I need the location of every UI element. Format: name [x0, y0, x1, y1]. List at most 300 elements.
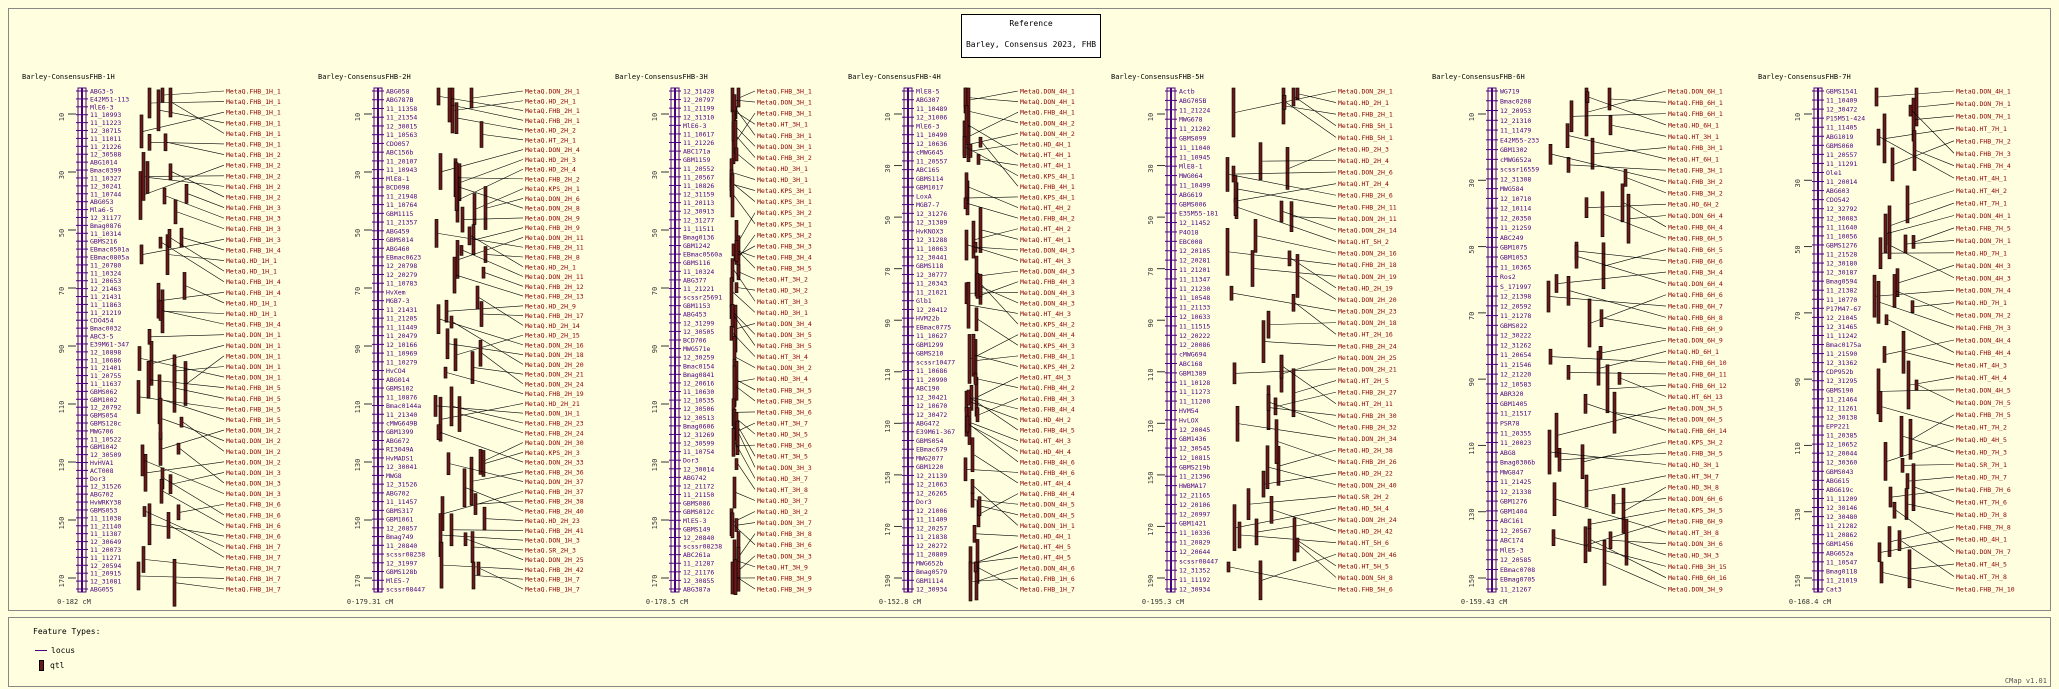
qtl-label: MetaQ.DON_2H_24	[1338, 516, 1397, 525]
qtl-bar	[482, 267, 485, 278]
qtl-label: MetaQ.DON_3H_1	[757, 142, 812, 151]
qtl-label: MetaQ.DON_3H_5	[757, 330, 812, 339]
qtl-label: MetaQ.FHB_1H_4	[226, 246, 281, 255]
locus-label: Bmag0594	[1826, 277, 1858, 286]
locus-label: 11_21226	[90, 142, 122, 151]
qtl-bar	[731, 562, 734, 594]
qtl-bar	[460, 245, 463, 255]
qtl-bar	[1891, 148, 1894, 181]
qtl-bar	[1888, 527, 1891, 557]
qtl-bar	[477, 562, 480, 575]
qtl-connector	[1891, 246, 1954, 278]
qtl-label: MetaQ.FHB_1H_2	[226, 193, 281, 202]
qtl-bar	[1570, 101, 1573, 132]
locus-label: 11_11409	[916, 515, 948, 524]
locus-label: 11_20990	[916, 375, 948, 384]
locus-label: 11_10336	[1179, 529, 1211, 538]
qtl-bar	[160, 479, 163, 503]
qtl-label: MetaQ.FHB_3H_9	[757, 574, 812, 583]
qtl-bar	[480, 302, 483, 327]
locus-label: 12_30472	[1826, 105, 1858, 114]
map-title: Barley-ConsensusFHB-1H	[22, 73, 115, 81]
qtl-connector	[1604, 214, 1666, 238]
map-range: 0-195.3 cM	[1141, 598, 1185, 606]
qtl-bar	[150, 341, 153, 385]
qtl-connector	[1915, 116, 1954, 120]
qtl-bar	[1267, 311, 1270, 338]
locus-label: 12_31177	[90, 213, 122, 222]
locus-label: 11_21401	[90, 364, 122, 373]
qtl-bar	[1902, 331, 1905, 373]
map-title: Barley-ConsensusFHB-4H	[848, 73, 941, 81]
locus-label: 12_31277	[683, 216, 715, 225]
qtl-label: MetaQ.DON_4H_1	[1956, 212, 2011, 220]
locus-label: BCD098	[386, 183, 410, 192]
qtl-connector	[1612, 125, 1666, 136]
qtl-connector	[740, 534, 755, 555]
qtl-label: MetaQ.DON_4H_6	[1020, 564, 1075, 573]
locus-label: ABC156b	[386, 148, 414, 157]
qtl-label: MetaQ.FHB_6H_5	[1668, 234, 1723, 243]
locus-label: 12_10670	[916, 402, 948, 411]
qtl-label: MetaQ.FHB_6H_9	[1668, 517, 1723, 526]
qtl-connector	[971, 426, 1018, 451]
qtl-connector	[982, 230, 1018, 239]
qtl-label: MetaQ.FHB_7H_8	[1956, 523, 2011, 532]
qtl-label: MetaQ.DON_4H_5	[1956, 386, 2011, 395]
qtl-label: MetaQ.SR_7H_1	[1956, 461, 2007, 469]
qtl-connector	[978, 377, 1018, 397]
qtl-bar	[177, 505, 180, 520]
locus-label: Bmag0136	[683, 233, 715, 242]
qtl-connector	[1270, 408, 1336, 416]
qtl-label: MetaQ.FHB_3H_6	[757, 441, 812, 450]
locus-label: scssr10477	[916, 358, 956, 367]
qtl-label: MetaQ.DON_7H_7	[1956, 548, 2011, 557]
qtl-label: MetaQ.FHB_6H_1	[1668, 98, 1723, 107]
qtl-label: MetaQ.FHB_4H_4	[1956, 348, 2011, 357]
locus-label: 12_30913	[683, 207, 715, 216]
qtl-bar	[1884, 214, 1887, 253]
qtl-label: MetaQ.FHB_1H_5	[226, 405, 281, 414]
tick-label: 150	[1468, 574, 1476, 588]
qtl-connector	[973, 398, 1018, 409]
qtl-connector	[442, 403, 523, 419]
locus-label: HvHVA1	[90, 459, 114, 468]
locus-label: 12_10583	[1500, 380, 1532, 389]
qtl-bar	[447, 453, 450, 475]
locus-label: GBMS128b	[386, 568, 418, 577]
qtl-bar	[147, 361, 150, 398]
qtl-label: MetaQ.HD_1H_1	[226, 267, 277, 276]
locus-label: GBMS006	[1179, 200, 1207, 209]
locus-label: 11_21221	[683, 284, 715, 293]
locus-label: 11_10563	[386, 131, 418, 140]
qtl-label: MetaQ.HT_7H_2	[1956, 423, 2007, 432]
qtl-connector	[1912, 111, 1954, 154]
qtl-label: MetaQ.HD_4H_1	[1020, 532, 1071, 541]
locus-label: 11_10489	[916, 104, 948, 113]
locus-label: 11_21546	[1500, 360, 1532, 369]
tick-label: 130	[58, 458, 66, 472]
map-title: Barley-ConsensusFHB-3H	[615, 73, 708, 81]
locus-label: 12_30588	[90, 150, 122, 159]
locus-label: 12_10166	[386, 340, 418, 349]
locus-label: 11_21019	[1826, 576, 1858, 585]
locus-label: 12_11452	[1179, 219, 1211, 228]
qtl-label: MetaQ.FHB_2H_12	[525, 282, 584, 291]
qtl-label: MetaQ.HD_7H_3	[1956, 448, 2007, 457]
locus-label: MlE5-7	[386, 576, 410, 585]
locus-label: Bmag0876	[90, 221, 122, 230]
tick-label: 130	[884, 420, 892, 433]
locus-label: 11_20557	[1826, 150, 1858, 159]
qtl-bar	[1877, 129, 1880, 145]
qtl-label: MetaQ.FHB_6H_9	[1668, 325, 1723, 334]
locus-label: HvMADS1	[386, 454, 414, 463]
qtl-bar	[479, 340, 482, 366]
legend-locus	[35, 646, 75, 655]
tick-label: 150	[354, 516, 362, 530]
locus-label: 12_31526	[90, 482, 122, 491]
qtl-connector	[1262, 160, 1336, 161]
qtl-label: MetaQ.FHB_3H_8	[757, 530, 812, 539]
qtl-bar	[183, 272, 186, 299]
qtl-label: MetaQ.FHB_6H_6	[1668, 291, 1723, 300]
qtl-bar	[1227, 562, 1230, 572]
qtl-bar	[734, 560, 737, 595]
qtl-connector	[967, 203, 1018, 218]
qtl-label: MetaQ.HT_3H_1	[757, 120, 808, 129]
qtl-label: MetaQ.FHB_6H_14	[1668, 427, 1727, 436]
locus-label: ABC165	[916, 166, 940, 175]
qtl-label: MetaQ.FHB_1H_1	[226, 108, 281, 117]
tick-label: 70	[1147, 267, 1155, 276]
qtl-label: MetaQ.DON_2H_18	[525, 351, 584, 360]
qtl-label: MetaQ.HT_4H_3	[1020, 257, 1071, 266]
qtl-label: MetaQ.HD_2H_1	[1338, 99, 1389, 108]
qtl-bar	[140, 245, 143, 264]
qtl-label: MetaQ.HT_4H_3	[1956, 361, 2007, 370]
locus-label: ABG619c	[1826, 485, 1854, 494]
qtl-connector	[735, 126, 755, 146]
qtl-label: MetaQ.FHB_6H_12	[1668, 381, 1727, 390]
locus-label: MlE6-3	[90, 103, 114, 112]
qtl-connector	[140, 397, 224, 409]
qtl-bar	[1880, 562, 1883, 583]
qtl-bar	[735, 148, 738, 161]
qtl-bar	[971, 479, 974, 493]
qtl-connector	[458, 118, 523, 130]
qtl-connector	[980, 159, 1018, 165]
qtl-label: MetaQ.DON_2H_23	[1338, 307, 1397, 316]
locus-label: 12_11261	[1826, 404, 1858, 413]
qtl-connector	[1570, 291, 1666, 318]
qtl-label: MetaQ.FHB_2H_23	[525, 419, 584, 428]
tick-label: 70	[58, 286, 66, 296]
locus-label: MWG064	[1179, 172, 1203, 181]
qtl-bar	[1915, 380, 1918, 390]
qtl-bar	[1627, 194, 1630, 243]
qtl-bar	[1889, 487, 1892, 507]
locus-label: 11_21425	[1500, 478, 1532, 487]
qtl-label: MetaQ.HT_3H_1	[1668, 132, 1719, 141]
qtl-label: MetaQ.HD_2H_23	[525, 517, 580, 526]
tick-label: 30	[884, 164, 892, 173]
qtl-bar	[169, 475, 172, 494]
tick-label: 110	[58, 400, 66, 414]
tick-label: 70	[651, 286, 659, 296]
qtl-bar	[731, 304, 734, 327]
qtl-bar	[1254, 219, 1257, 252]
qtl-connector	[451, 105, 523, 120]
tick-label: 170	[354, 574, 362, 588]
qtl-connector	[1916, 151, 1954, 166]
qtl-label: MetaQ.HD_2H_42	[1338, 527, 1393, 536]
qtl-label: MetaQ.HT_4H_4	[1020, 479, 1071, 488]
locus-label: 12_21006	[916, 506, 948, 515]
locus-label: MGB7-7	[916, 201, 940, 210]
qtl-label: MetaQ.FHB_2H_18	[1338, 261, 1397, 270]
qtl-connector	[1603, 318, 1666, 328]
qtl-label: MetaQ.FHB_1H_7	[226, 574, 281, 583]
qtl-bar	[971, 438, 974, 472]
qtl-bar	[448, 88, 451, 122]
locus-label: ABG1014	[90, 158, 118, 167]
qtl-label: MetaQ.HT_5H_6	[1338, 539, 1389, 548]
locus-label: 12_30513	[683, 413, 715, 422]
qtl-connector	[186, 286, 224, 303]
qtl-label: MetaQ.HD_2H_22	[1338, 469, 1393, 478]
qtl-bar	[1575, 245, 1578, 268]
locus-label: 12_21310	[1500, 116, 1532, 125]
qtl-bar	[1251, 251, 1254, 287]
qtl-bar	[484, 187, 487, 230]
qtl-connector	[474, 547, 523, 550]
qtl-bar	[439, 154, 442, 190]
qtl-bar	[1293, 518, 1296, 561]
locus-label: ABC171a	[683, 147, 711, 156]
qtl-bar	[463, 469, 466, 507]
qtl-connector	[1624, 203, 1666, 227]
locus-label: Bmac0399	[90, 166, 122, 175]
qtl-label: MetaQ.FHB_1H_5	[226, 394, 281, 403]
qtl-connector	[483, 314, 523, 316]
locus-label: 11_10617	[683, 130, 715, 139]
qtl-connector	[1876, 290, 1954, 296]
qtl-label: MetaQ.HD_7H_7	[1956, 473, 2007, 482]
qtl-bar	[1549, 144, 1552, 164]
qtl-bar	[437, 88, 440, 105]
qtl-label: MetaQ.FHB_3H_1	[757, 109, 812, 118]
locus-label: 11_10826	[683, 181, 715, 190]
qtl-connector	[167, 142, 224, 154]
tick-label: 190	[1147, 574, 1155, 588]
locus-label: PSR78	[1500, 419, 1520, 428]
qtl-label: MetaQ.FHB_1H_3	[226, 214, 281, 223]
qtl-label: MetaQ.FHB_4H_2	[1020, 384, 1075, 393]
qtl-connector	[146, 511, 224, 546]
qtl-connector	[1265, 342, 1336, 346]
qtl-label: MetaQ.HD_4H_1	[1020, 140, 1071, 149]
locus-label: GBMS116	[683, 259, 711, 268]
locus-label: 12_20086	[1179, 341, 1211, 350]
qtl-bar	[974, 373, 977, 384]
tick-label: 50	[884, 215, 892, 225]
qtl-label: MetaQ.DON_2H_18	[1338, 319, 1397, 328]
qtl-label: MetaQ.FHB_2H_36	[525, 468, 584, 477]
locus-label: 11_20023	[1500, 439, 1532, 448]
locus-label: Ros2	[1500, 273, 1516, 282]
qtl-bar	[968, 334, 971, 383]
qtl-connector	[187, 356, 224, 384]
qtl-bar	[733, 477, 736, 508]
qtl-connector	[183, 422, 224, 451]
locus-label: ABG014	[386, 375, 410, 384]
locus-label: GBMS118	[916, 262, 944, 271]
locus-label: 11_21464	[1826, 395, 1858, 404]
locus-label: GBMS317	[386, 506, 414, 515]
tick-label: 10	[1468, 112, 1476, 122]
qtl-label: MetaQ.DON_2H_21	[525, 370, 584, 379]
map-range: 0-179.31 cM	[346, 598, 394, 606]
locus-label: ABG672	[386, 436, 410, 445]
locus-label: ABG619	[1179, 190, 1203, 199]
qtl-connector	[1230, 567, 1336, 589]
map-range: 0-159.43 cM	[1460, 598, 1508, 606]
locus-label: 12_31159	[683, 190, 715, 199]
tick-label: 50	[1794, 245, 1802, 254]
locus-label: 12_21220	[1500, 370, 1532, 379]
qtl-connector	[1591, 510, 1666, 524]
locus-label: ABG377	[683, 276, 707, 285]
locus-label: GBM1302	[1500, 146, 1528, 155]
qtl-bar	[483, 507, 486, 530]
locus-label: 12_31362	[1826, 359, 1858, 368]
qtl-label: MetaQ.DON_7H_1	[1956, 112, 2011, 121]
qtl-connector	[449, 344, 523, 355]
qtl-connector	[1299, 545, 1336, 577]
qtl-bar	[148, 134, 151, 150]
qtl-connector	[966, 112, 1018, 138]
qtl-bar	[1584, 527, 1587, 563]
locus-label: EBmac0775	[916, 323, 952, 332]
qtl-bar	[1296, 254, 1299, 297]
qtl-connector	[164, 91, 224, 95]
qtl-label: MetaQ.KPS_4H_3	[1020, 341, 1075, 350]
locus-label: 11_11405	[1826, 123, 1858, 132]
qtl-bar	[1588, 299, 1591, 347]
qtl-connector	[736, 379, 755, 382]
locus-label: 11_11200	[1179, 397, 1211, 406]
qtl-connector	[1551, 452, 1666, 464]
qtl-label: MetaQ.HD_2H_1	[525, 97, 576, 106]
qtl-connector	[976, 534, 1018, 536]
locus-label: 11_20840	[386, 541, 418, 550]
qtl-connector	[739, 434, 755, 467]
qtl-connector	[176, 388, 224, 398]
qtl-label: MetaQ.HT_3H_3	[757, 297, 808, 306]
locus-label: MWG706	[90, 427, 114, 436]
qtl-bar	[440, 542, 443, 588]
qtl-bar	[180, 417, 183, 427]
tick-label: 50	[651, 228, 659, 238]
tick-label: 30	[1794, 179, 1802, 188]
qtl-bar	[979, 137, 982, 147]
qtl-connector	[1578, 251, 1666, 261]
qtl-bar	[1292, 294, 1295, 311]
qtl-label: MetaQ.DON_1H_2	[226, 426, 281, 435]
qtl-bar	[1898, 531, 1901, 551]
qtl-connector	[153, 345, 224, 363]
qtl-label: MetaQ.FHB_2H_2	[525, 175, 580, 184]
locus-label: MWG678	[1179, 115, 1203, 124]
locus-label: scssr08238	[386, 550, 426, 559]
locus-label: 12_31465	[1826, 322, 1858, 331]
qtl-bar	[737, 547, 740, 591]
locus-label: GBM1153	[683, 302, 711, 311]
locus-label: 12_30259	[683, 353, 715, 362]
qtl-label: MetaQ.FHB_5H_1	[1338, 122, 1393, 131]
locus-label: Ole1	[1826, 168, 1842, 177]
qtl-label: MetaQ.DON_2H_6	[525, 194, 580, 203]
qtl-bar	[159, 300, 162, 320]
qtl-connector	[740, 91, 755, 98]
locus-label: RI3049A	[386, 445, 414, 454]
qtl-connector	[479, 298, 523, 326]
qtl-label: MetaQ.DON_6H_9	[1668, 336, 1723, 345]
qtl-label: MetaQ.FHB_1H_7	[226, 564, 281, 573]
qtl-bar	[148, 88, 151, 118]
qtl-bar	[1581, 445, 1584, 479]
locus-label: 11_10993	[90, 111, 122, 120]
qtl-bar	[163, 188, 166, 204]
qtl-connector	[1277, 392, 1336, 406]
qtl-bar	[444, 367, 447, 378]
legend-locus-label: locus	[51, 646, 76, 655]
locus-label: 11_10324	[90, 269, 122, 278]
qtl-connector	[456, 275, 523, 296]
qtl-label: MetaQ.DON_3H_7	[757, 519, 812, 528]
locus-label: 12_20592	[1500, 302, 1532, 311]
qtl-connector	[736, 357, 755, 367]
qtl-label: MetaQ.HT_4H_3	[1020, 437, 1071, 446]
tick-label: 10	[1794, 112, 1802, 122]
locus-label: 12_20279	[386, 270, 418, 279]
qtl-connector	[1888, 320, 1954, 353]
qtl-connector	[145, 559, 224, 567]
locus-label: 11_21287	[683, 559, 715, 568]
qtl-bar	[967, 390, 970, 405]
qtl-bar	[1555, 275, 1558, 293]
qtl-bar	[1585, 475, 1588, 507]
qtl-bar	[965, 230, 968, 260]
qtl-connector	[162, 419, 224, 441]
locus-label: Bmag749	[386, 533, 414, 542]
qtl-bar	[450, 514, 453, 546]
locus-label: scssr08238	[683, 542, 723, 551]
locus-label: 12_30041	[386, 463, 418, 472]
qtl-label: MetaQ.DON_3H_5	[1668, 404, 1723, 413]
qtl-bar	[966, 416, 969, 432]
tick-label: 90	[354, 344, 362, 354]
locus-label: ABG615	[1826, 476, 1850, 485]
locus-label: ABC174	[1500, 536, 1524, 545]
qtl-label: MetaQ.DON_2H_30	[525, 439, 584, 448]
qtl-label: MetaQ.SR_2H_2	[1338, 492, 1389, 501]
qtl-connector	[188, 194, 224, 208]
qtl-label: MetaQ.FHB_3H_15	[1668, 562, 1727, 571]
